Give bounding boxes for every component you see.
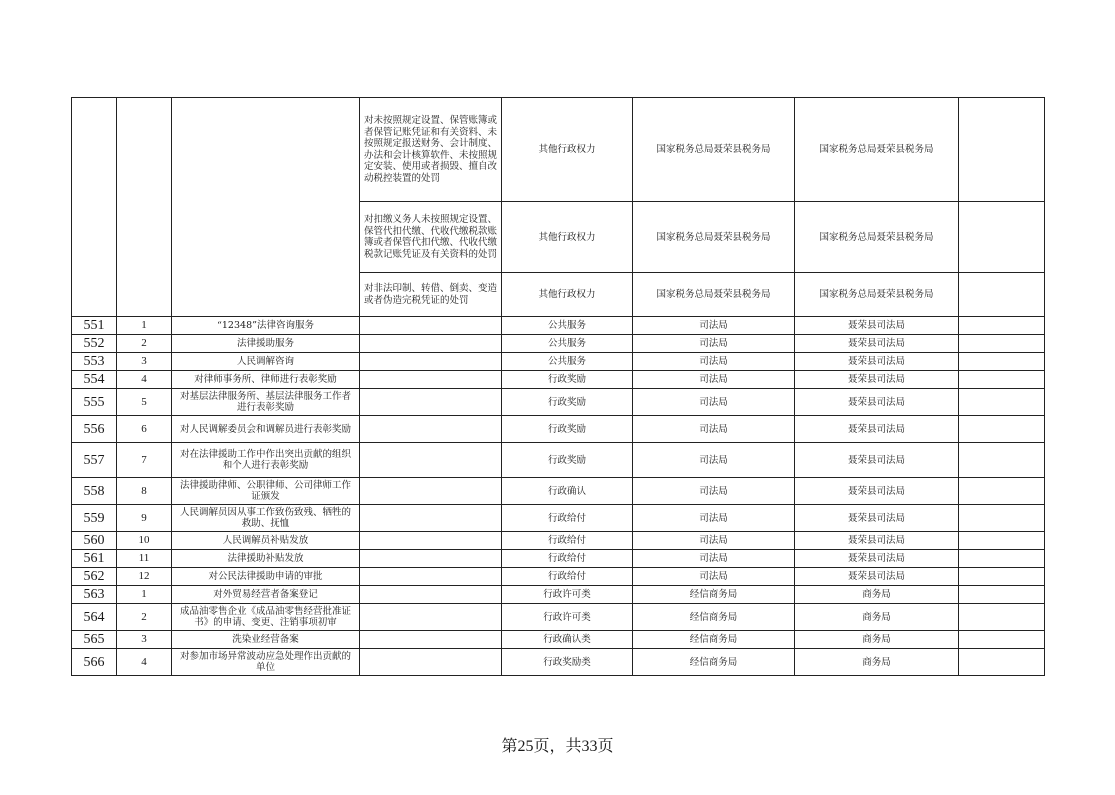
table-row [72,389,1045,416]
cell-note [959,631,1045,649]
cell-dept: 司法局 [633,568,795,586]
cell-item [172,98,360,317]
cell-dept: 司法局 [633,389,795,416]
cell-seq: 3 [117,631,172,649]
cell-note [959,353,1045,371]
cell-seq: 9 [117,505,172,532]
cell-type: 公共服务 [502,317,633,335]
table-row [72,478,1045,505]
cell-item: 法律援助律师、公职律师、公司律师工作证颁发 [172,478,360,505]
cell-dept: 司法局 [633,550,795,568]
cell-type: 行政奖励 [502,371,633,389]
cell-seq: 5 [117,389,172,416]
cell-item: “12348”法律咨询服务 [172,317,360,335]
cell-item: 人民调解员补贴发放 [172,532,360,550]
cell-note [959,443,1045,478]
cell-unit: 聂荣县司法局 [795,568,959,586]
cell-note [959,389,1045,416]
cell-subitem [360,443,502,478]
cell-type: 行政给付 [502,568,633,586]
cell-dept: 司法局 [633,335,795,353]
cell-item: 对人民调解委员会和调解员进行表彰奖励 [172,416,360,443]
cell-item: 成品油零售企业《成品油零售经营批准证书》的申请、变更、注销事项初审 [172,604,360,631]
cell-subitem [360,335,502,353]
cell-dept: 司法局 [633,416,795,443]
cell-type: 行政许可类 [502,604,633,631]
cell-seq: 2 [117,335,172,353]
cell-type: 行政给付 [502,505,633,532]
cell-item: 法律援助服务 [172,335,360,353]
power-list-table [71,97,1045,676]
cell-no: 561 [72,550,117,568]
cell-no: 560 [72,532,117,550]
cell-unit: 聂荣县司法局 [795,532,959,550]
cell-dept: 司法局 [633,317,795,335]
cell-item: 对律师事务所、律师进行表彰奖励 [172,371,360,389]
cell-subitem: 对扣缴义务人未按照规定设置、保管代扣代缴、代收代缴税款账簿或者保管代扣代缴、代收代缴税款记账凭证及有关资料的处罚 [360,202,502,273]
cell-dept: 司法局 [633,443,795,478]
cell-unit: 商务局 [795,586,959,604]
cell-unit: 聂荣县司法局 [795,317,959,335]
cell-item: 人民调解员因从事工作致伤致残、牺牲的救助、抚恤 [172,505,360,532]
cell-dept: 司法局 [633,478,795,505]
table-row [72,371,1045,389]
cell-seq: 1 [117,586,172,604]
cell-item: 对在法律援助工作中作出突出贡献的组织和个人进行表彰奖励 [172,443,360,478]
cell-dept: 经信商务局 [633,631,795,649]
cell-no: 564 [72,604,117,631]
cell-dept: 国家税务总局聂荣县税务局 [633,273,795,317]
cell-dept: 经信商务局 [633,649,795,676]
cell-subitem [360,371,502,389]
cell-unit: 聂荣县司法局 [795,389,959,416]
cell-no: 563 [72,586,117,604]
cell-dept: 司法局 [633,532,795,550]
table-row [72,416,1045,443]
cell-item: 法律援助补贴发放 [172,550,360,568]
cell-dept: 司法局 [633,505,795,532]
cell-subitem [360,550,502,568]
cell-type: 其他行政权力 [502,98,633,202]
cell-type: 行政奖励 [502,389,633,416]
table-row [72,98,1045,202]
table-row [72,604,1045,631]
cell-dept: 司法局 [633,353,795,371]
cell-unit: 聂荣县司法局 [795,478,959,505]
table-row [72,550,1045,568]
cell-no: 551 [72,317,117,335]
page-footer: 第25页，共33页 [501,738,614,755]
cell-unit: 商务局 [795,649,959,676]
cell-no: 559 [72,505,117,532]
cell-type: 行政奖励类 [502,649,633,676]
cell-subitem [360,505,502,532]
cell-seq: 2 [117,604,172,631]
cell-seq: 1 [117,317,172,335]
cell-unit: 聂荣县司法局 [795,353,959,371]
cell-subitem [360,317,502,335]
table-row [72,317,1045,335]
cell-type: 行政给付 [502,550,633,568]
cell-subitem [360,631,502,649]
table-row [72,532,1045,550]
cell-unit: 国家税务总局聂荣县税务局 [795,98,959,202]
cell-seq: 6 [117,416,172,443]
cell-unit: 商务局 [795,604,959,631]
cell-seq: 4 [117,371,172,389]
cell-note [959,335,1045,353]
cell-type: 公共服务 [502,353,633,371]
cell-item: 对参加市场异常波动应急处理作出贡献的单位 [172,649,360,676]
cell-no: 565 [72,631,117,649]
cell-note [959,505,1045,532]
cell-no: 552 [72,335,117,353]
cell-no: 566 [72,649,117,676]
cell-dept: 经信商务局 [633,604,795,631]
cell-seq: 3 [117,353,172,371]
cell-item: 对公民法律援助申请的审批 [172,568,360,586]
cell-note [959,532,1045,550]
cell-unit: 聂荣县司法局 [795,550,959,568]
cell-note [959,202,1045,273]
cell-subitem [360,478,502,505]
cell-note [959,568,1045,586]
cell-type: 其他行政权力 [502,273,633,317]
cell-note [959,273,1045,317]
cell-dept: 司法局 [633,371,795,389]
table-row [72,649,1045,676]
table-row [72,353,1045,371]
table-body [72,98,1045,676]
cell-unit: 国家税务总局聂荣县税务局 [795,273,959,317]
cell-type: 行政许可类 [502,586,633,604]
cell-no: 562 [72,568,117,586]
cell-dept: 国家税务总局聂荣县税务局 [633,202,795,273]
cell-item: 对外贸易经营者备案登记 [172,586,360,604]
cell-no: 556 [72,416,117,443]
cell-subitem [360,649,502,676]
cell-seq [117,98,172,317]
cell-no: 557 [72,443,117,478]
cell-type: 行政奖励 [502,416,633,443]
table-row [72,586,1045,604]
cell-note [959,317,1045,335]
cell-item: 人民调解咨询 [172,353,360,371]
cell-unit: 聂荣县司法局 [795,335,959,353]
cell-seq: 4 [117,649,172,676]
table-row [72,568,1045,586]
cell-subitem [360,568,502,586]
table-row [72,631,1045,649]
cell-no [72,98,117,317]
cell-type: 行政给付 [502,532,633,550]
cell-no: 553 [72,353,117,371]
cell-note [959,604,1045,631]
cell-unit: 聂荣县司法局 [795,505,959,532]
cell-subitem [360,389,502,416]
cell-note [959,550,1045,568]
cell-seq: 12 [117,568,172,586]
table-row [72,335,1045,353]
cell-unit: 聂荣县司法局 [795,416,959,443]
cell-note [959,478,1045,505]
cell-note [959,371,1045,389]
cell-dept: 国家税务总局聂荣县税务局 [633,98,795,202]
table-row [72,443,1045,478]
cell-note [959,98,1045,202]
cell-subitem [360,586,502,604]
cell-seq: 7 [117,443,172,478]
cell-type: 行政确认类 [502,631,633,649]
cell-unit: 国家税务总局聂荣县税务局 [795,202,959,273]
cell-dept: 经信商务局 [633,586,795,604]
cell-unit: 聂荣县司法局 [795,371,959,389]
cell-no: 554 [72,371,117,389]
cell-unit: 商务局 [795,631,959,649]
cell-subitem [360,604,502,631]
cell-type: 公共服务 [502,335,633,353]
cell-seq: 11 [117,550,172,568]
cell-seq: 8 [117,478,172,505]
cell-no: 558 [72,478,117,505]
table-row [72,505,1045,532]
cell-subitem: 对未按照规定设置、保管账簿或者保管记账凭证和有关资料、未按照规定报送财务、会计制度、办法和会计核算软件、未按照规定安装、使用或者损毁、擅自改动税控装置的处罚 [360,98,502,202]
cell-type: 行政确认 [502,478,633,505]
cell-item: 洗染业经营备案 [172,631,360,649]
cell-type: 行政奖励 [502,443,633,478]
cell-item: 对基层法律服务所、基层法律服务工作者进行表彰奖励 [172,389,360,416]
cell-note [959,416,1045,443]
cell-seq: 10 [117,532,172,550]
cell-subitem: 对非法印制、转借、倒卖、变造或者伪造完税凭证的处罚 [360,273,502,317]
cell-note [959,586,1045,604]
cell-type: 其他行政权力 [502,202,633,273]
cell-note [959,649,1045,676]
cell-unit: 聂荣县司法局 [795,443,959,478]
cell-no: 555 [72,389,117,416]
cell-subitem [360,353,502,371]
cell-subitem [360,532,502,550]
cell-subitem [360,416,502,443]
